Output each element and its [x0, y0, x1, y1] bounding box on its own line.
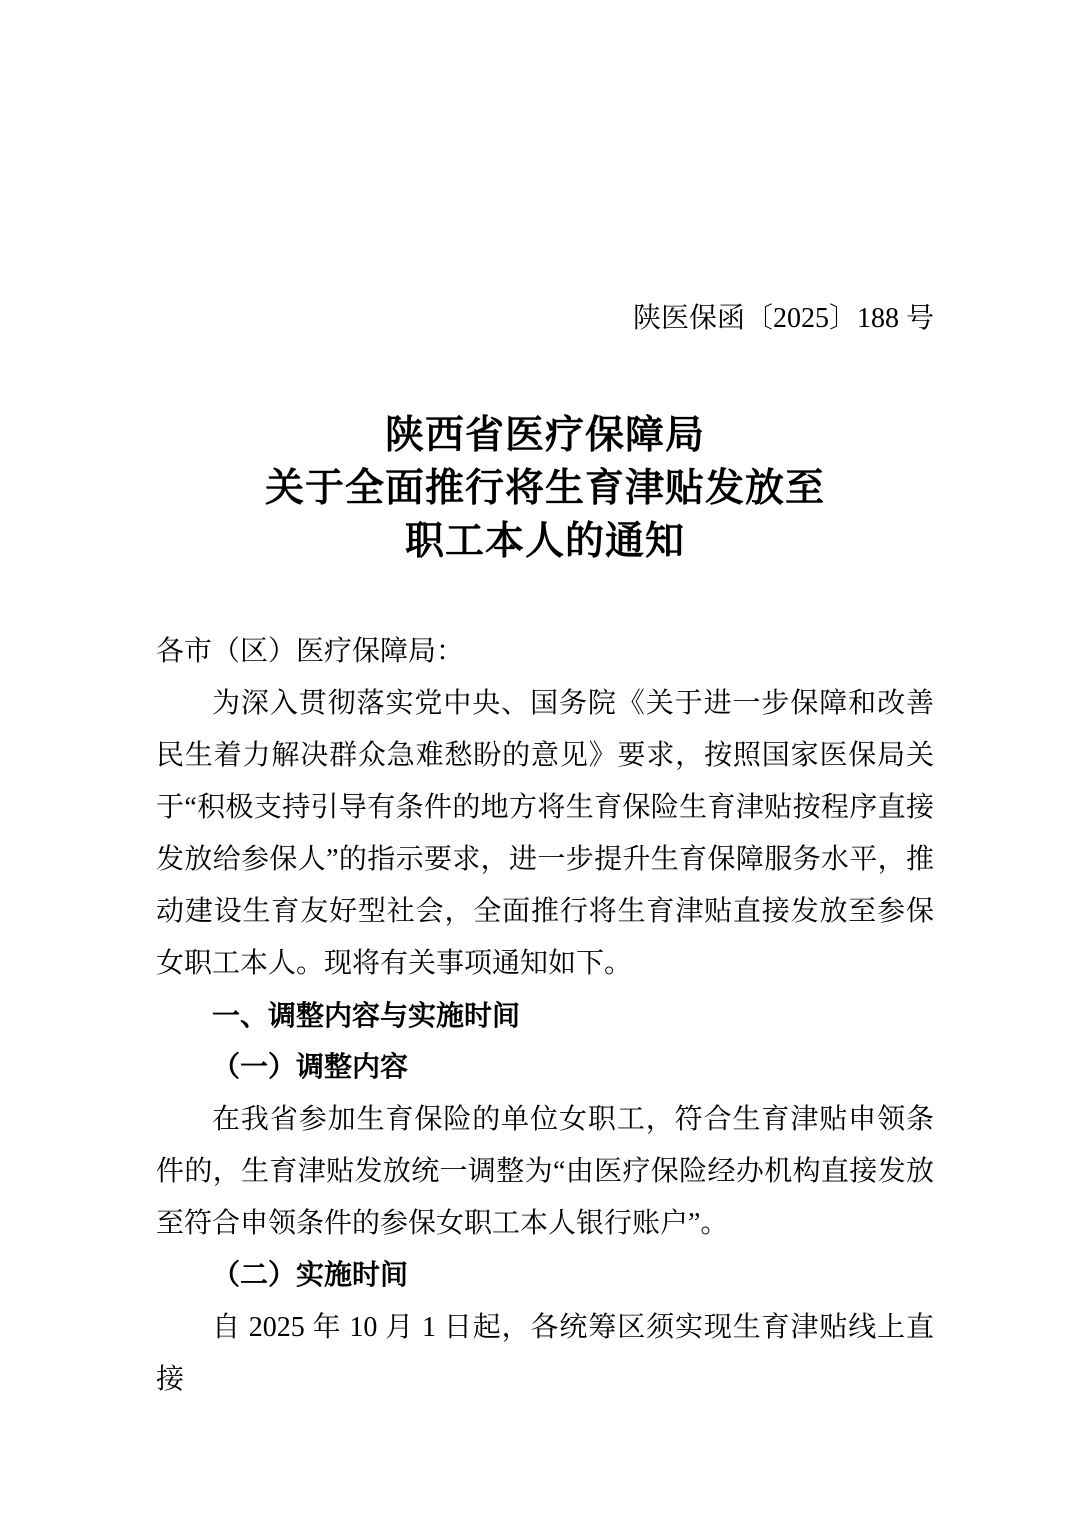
salutation: 各市（区）医疗保障局： [156, 636, 465, 667]
section-1-2-heading: （二）实施时间 [212, 1260, 409, 1291]
title-line-1: 陕西省医疗保障局 [384, 414, 705, 457]
intro-paragraph: 为深入贯彻落实党中央、国务院《关于进一步保障和改善民生着力解决群众急难愁盼的意见》要求，按照国家医保局关于“积极支持引导有条件的地方将生育保险生育津贴按程序直接发放给参保人”的指示要求，进一步提升生育保障服务水平，推动建设生育友好型社会，全面推行将生育津贴直接发放至参保女职工本人。现将有关事项通知如下。 [156, 688, 934, 979]
title-line-2: 关于全面推行将生育津贴发放至 [264, 467, 825, 510]
section-1-1-paragraph: 在我省参加生育保险的单位女职工，符合生育津贴申领条件的，生育津贴发放统一调整为“由医疗保险经办机构直接发放至符合申领条件的参保女职工本人银行账户”。 [156, 1104, 934, 1239]
document-title [156, 409, 934, 568]
title-line-3: 职工本人的通知 [404, 520, 685, 563]
doc-number: 陕医保函〔2025〕188 号 [632, 303, 934, 334]
section-1-heading: 一、调整内容与实施时间 [212, 1000, 521, 1031]
section-1-1-heading: （一）调整内容 [212, 1052, 409, 1083]
section-1-2-paragraph: 自 2025 年 10 月 1 日起，各统筹区须实现生育津贴线上直接 [156, 1312, 934, 1395]
